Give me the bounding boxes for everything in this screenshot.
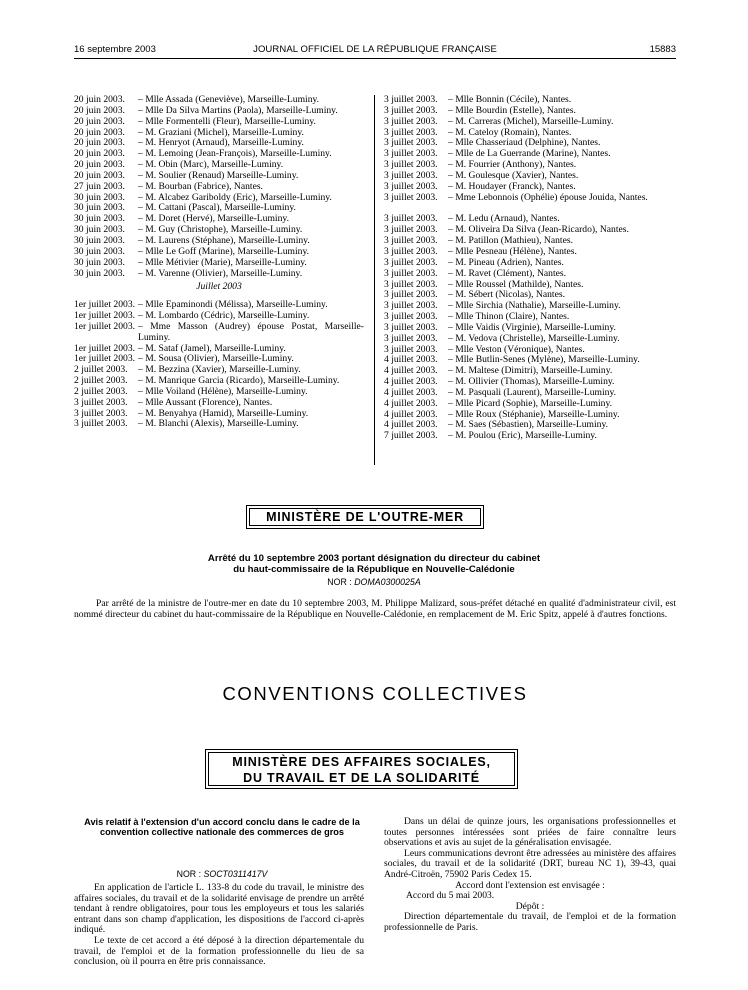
- entry-date: 3 juillet 2003.: [384, 191, 438, 203]
- entry-text: – M. Blanchi (Alexis), Marseille-Luminy.: [138, 418, 299, 430]
- list-item: [384, 117, 676, 128]
- box-line1: MINISTÈRE DES AFFAIRES SOCIALES,: [232, 755, 491, 769]
- avis-left-text: [74, 883, 364, 968]
- entry-text: – M. Fourrier (Anthony), Nantes.: [448, 159, 577, 171]
- entry-date: 20 juin 2003.: [74, 148, 125, 160]
- left-column: [74, 95, 364, 430]
- entry-text: – Mlle Epaminondi (Mélissa), Marseille-Luminy.: [138, 299, 328, 311]
- arrete-title: [120, 553, 628, 575]
- entry-date: 3 juillet 2003.: [384, 245, 438, 257]
- ministere-outre-mer-box: [246, 505, 484, 529]
- list-item: [74, 182, 364, 193]
- avis-paragraph: Leurs communications devront être adressées au ministère des affaires sociales, du travail et de la solidarité (DRT, bureau NC 1), 39-43, quai André-Citroën, 75902 Paris Cedex 15.: [384, 847, 676, 880]
- entry-text: – M. Pineau (Adrien), Nantes.: [448, 256, 564, 268]
- entry-text: – Mlle Thinon (Claire), Nantes.: [448, 311, 570, 323]
- entry-date: 20 juin 2003.: [74, 169, 125, 181]
- nor-label: NOR :: [176, 869, 202, 879]
- box-inner-frame: [208, 752, 515, 786]
- list-item: [74, 419, 364, 430]
- entry-date: 3 juillet 2003.: [384, 321, 438, 333]
- juin-list: [74, 95, 364, 279]
- entry-date: 3 juillet 2003.: [384, 169, 438, 181]
- header-date: 16 septembre 2003: [74, 44, 156, 55]
- entry-text: – M. Poulou (Eric), Marseille-Luminy.: [448, 430, 597, 442]
- entry-date: 3 juillet 2003.: [384, 224, 438, 236]
- nor-code: SOCT0311417V: [203, 869, 268, 879]
- list-item: [384, 182, 676, 193]
- entry-date: 3 juillet 2003.: [74, 396, 128, 408]
- accord-value: Accord du 5 mai 2003.: [406, 890, 495, 902]
- entry-text: – M. Cateloy (Romain), Nantes.: [448, 126, 572, 138]
- entry-date: 3 juillet 2003.: [384, 213, 438, 225]
- list-item: [74, 269, 364, 280]
- entry-text: – M. Bezzina (Xavier), Marseille-Luminy.: [138, 364, 301, 376]
- entry-date: 20 juin 2003.: [74, 104, 125, 116]
- list-item: [384, 334, 676, 345]
- entry-text: – M. Vedova (Christelle), Marseille-Luminy.: [448, 332, 620, 344]
- entry-date: 2 juillet 2003.: [74, 385, 128, 397]
- entry-date: 1er juillet 2003.: [74, 342, 136, 354]
- page-header: [74, 44, 676, 58]
- entry-date: 30 juin 2003.: [74, 224, 125, 236]
- entry-date: 30 juin 2003.: [74, 267, 125, 279]
- entry-text: – Mlle Bonnin (Cécile), Nantes.: [448, 94, 572, 105]
- list-item: [74, 398, 364, 409]
- entry-date: 7 juillet 2003.: [384, 430, 438, 442]
- entry-date: 3 juillet 2003.: [384, 332, 438, 344]
- entry-date: 30 juin 2003.: [74, 213, 125, 225]
- entry-text: – M. Oliveira Da Silva (Jean-Ricardo), Nantes.: [448, 224, 629, 236]
- entry-date: 3 juillet 2003.: [384, 300, 438, 312]
- entry-text: – Mlle Le Goff (Marine), Marseille-Luminy.: [138, 245, 310, 257]
- right-column: [384, 95, 676, 442]
- list-item: [74, 322, 364, 344]
- entry-date: 4 juillet 2003.: [384, 419, 438, 431]
- entry-text: – Mme Lebonnois (Ophélie) épouse Jouida, Nantes.: [448, 191, 648, 203]
- entry-text: – Mlle Da Silva Martins (Paola), Marseille-Luminy.: [138, 104, 338, 116]
- entry-text: – M. Lombardo (Cédric), Marseille-Luminy.: [138, 310, 310, 322]
- entry-text: – Mlle Métivier (Marie), Marseille-Luminy.: [138, 256, 307, 268]
- entry-text: – Mlle Formentelli (Fleur), Marseille-Luminy.: [138, 115, 316, 127]
- list-item: [384, 431, 676, 442]
- entry-text: – M. Graziani (Michel), Marseille-Luminy.: [138, 126, 304, 138]
- entry-text: – Mlle de La Guerrande (Marine), Nantes.: [448, 148, 611, 160]
- entry-text: – M. Varenne (Olivier), Marseille-Luminy.: [138, 267, 303, 279]
- ministere-outre-mer-title: MINISTÈRE DE L'OUTRE-MER: [266, 510, 464, 524]
- arrete-nor: [120, 577, 628, 587]
- nor-label: NOR :: [327, 577, 352, 587]
- entry-date: 20 juin 2003.: [74, 94, 125, 105]
- accord-label: Accord dont l'extension est envisagée :: [455, 879, 605, 891]
- entry-date: 4 juillet 2003.: [384, 408, 438, 420]
- entry-text: – M. Sousa (Olivier), Marseille-Luminy.: [138, 353, 294, 365]
- entry-date: 3 juillet 2003.: [74, 407, 128, 419]
- entry-text: – Mlle Vaidis (Virginie), Marseille-Luminy.: [448, 321, 616, 333]
- entry-text: – M. Cattani (Pascal), Marseille-Luminy.: [138, 202, 296, 214]
- column-divider: [374, 95, 375, 465]
- entry-text: – M. Lemoing (Jean-François), Marseille-Luminy.: [138, 148, 332, 160]
- entry-date: 3 juillet 2003.: [384, 311, 438, 323]
- entry-date: 4 juillet 2003.: [384, 397, 438, 409]
- entry-text: – M. Obin (Marc), Marseille-Luminy.: [138, 159, 284, 171]
- entry-date: 3 juillet 2003.: [384, 137, 438, 149]
- entry-date: 4 juillet 2003.: [384, 386, 438, 398]
- header-rule: [74, 58, 676, 59]
- juillet-heading: Juillet 2003: [196, 281, 242, 293]
- entry-date: 1er juillet 2003.: [74, 320, 136, 332]
- entry-date: 4 juillet 2003.: [384, 365, 438, 377]
- entry-text: – Mlle Butlin-Senes (Mylène), Marseille-Luminy.: [448, 354, 640, 366]
- list-item: [74, 258, 364, 269]
- avis-paragraph: Dans un délai de quinze jours, les organisations professionnelles et toutes personnes intéressées sont priées de faire connaître leurs observations et avis au sujet de la généralisation envisagée.: [384, 816, 676, 849]
- entry-text: – M. Maltese (Dimitri), Marseille-Luminy.: [448, 365, 613, 377]
- entry-text: – M. Doret (Hervé), Marseille-Luminy.: [138, 213, 289, 225]
- header-journal-title: JOURNAL OFFICIEL DE LA RÉPUBLIQUE FRANÇAISE: [253, 44, 497, 55]
- nor-code: DOMA0300025A: [354, 577, 421, 587]
- entry-text: – M. Ledu (Arnaud), Nantes.: [448, 213, 560, 225]
- entry-text: – Mlle Roux (Stéphanie), Marseille-Luminy.: [448, 408, 620, 420]
- entry-text: – M. Laurens (Stéphane), Marseille-Luminy.: [138, 234, 310, 246]
- entry-text: – Mlle Voiland (Hélène), Marseille-Luminy.: [138, 385, 308, 397]
- entry-text: – M. Houdayer (Franck), Nantes.: [448, 180, 576, 192]
- entry-text: – M. Guy (Christophe), Marseille-Luminy.: [138, 224, 303, 236]
- entry-text: – Mlle Sirchia (Nathalie), Marseille-Luminy.: [448, 300, 621, 312]
- entry-date: 3 juillet 2003.: [384, 180, 438, 192]
- entry-date: 4 juillet 2003.: [384, 376, 438, 388]
- entry-date: 20 juin 2003.: [74, 137, 125, 149]
- avis-title: Avis relatif à l'extension d'un accord conclu dans le cadre de la convention collective nationale des commerces de gros: [84, 817, 360, 838]
- entry-text: – M. Goulesque (Xavier), Nantes.: [448, 169, 579, 181]
- avis-nor: [80, 869, 364, 879]
- entry-text: – M. Ravet (Clément), Nantes.: [448, 267, 567, 279]
- avis-paragraph: Le texte de cet accord a été déposé à la direction départementale du travail, de l'emploi et de la formation professionnelle du lieu de sa conclusion, où il pourra en être pris connaissance.: [74, 934, 364, 968]
- conventions-heading: CONVENTIONS COLLECTIVES: [222, 683, 528, 704]
- entry-date: 4 juillet 2003.: [384, 354, 438, 366]
- entry-text: – Mlle Picard (Sophie), Marseille-Luminy.: [448, 397, 613, 409]
- entry-date: 3 juillet 2003.: [384, 115, 438, 127]
- box-line2: DU TRAVAIL ET DE LA SOLIDARITÉ: [243, 771, 480, 785]
- arrete-title-line2: du haut-commissaire de la République en Nouvelle-Calédonie: [233, 564, 515, 575]
- entry-date: 3 juillet 2003.: [384, 148, 438, 160]
- arrete-body: Par arrêté de la ministre de l'outre-mer en date du 10 septembre 2003, M. Philippe Malizard, sous-préfet détaché en qualité d'administrateur civil, est nommé directeur du cabinet du haut-commissaire de la République en Nouvelle-Calédonie, en remplacement de M. Eric Spitz, appelé à d'autres fonctions.: [74, 598, 676, 620]
- entry-date: 30 juin 2003.: [74, 234, 125, 246]
- entry-date: 3 juillet 2003.: [384, 278, 438, 290]
- box-inner-frame: [249, 508, 481, 526]
- entry-text: – M. Sataf (Jamel), Marseille-Luminy.: [138, 342, 286, 354]
- entry-date: 30 juin 2003.: [74, 191, 125, 203]
- entry-text: – Mlle Veston (Véronique), Nantes.: [448, 343, 585, 355]
- entry-text: – M. Benyahya (Hamid), Marseille-Luminy.: [138, 407, 309, 419]
- entry-text: – M. Bourban (Fabrice), Nantes.: [138, 180, 263, 192]
- entry-text: – M. Pasquali (Laurent), Marseille-Luminy.: [448, 386, 617, 398]
- entry-date: 3 juillet 2003.: [384, 267, 438, 279]
- entry-text: – M. Sébert (Nicolas), Nantes.: [448, 289, 565, 301]
- entry-date: 30 juin 2003.: [74, 202, 125, 214]
- entry-text: – Mme Masson (Audrey) épouse Postat, Marseille-Luminy.: [138, 320, 364, 343]
- entry-text: – Mlle Assada (Geneviève), Marseille-Luminy.: [138, 94, 320, 105]
- entry-text: – M. Saes (Sébastien), Marseille-Luminy.: [448, 419, 609, 431]
- entry-text: – M. Ollivier (Thomas), Marseille-Luminy.: [448, 376, 615, 388]
- entry-date: 30 juin 2003.: [74, 245, 125, 257]
- list-item: [384, 193, 676, 204]
- entry-text: – Mlle Roussel (Mathilde), Nantes.: [448, 278, 584, 290]
- entry-text: – M. Alcabez Gariboldy (Eric), Marseille-Luminy.: [138, 191, 332, 203]
- entry-date: 1er juillet 2003.: [74, 353, 136, 365]
- entry-text: – M. Carreras (Michel), Marseille-Luminy.: [448, 115, 614, 127]
- entry-date: 3 juillet 2003.: [384, 235, 438, 247]
- entry-date: 20 juin 2003.: [74, 159, 125, 171]
- right-list: [384, 95, 676, 442]
- entry-date: 3 juillet 2003.: [384, 94, 438, 105]
- entry-date: 2 juillet 2003.: [74, 375, 128, 387]
- list-item: [384, 269, 676, 280]
- entry-date: 3 juillet 2003.: [384, 159, 438, 171]
- entry-date: 27 juin 2003.: [74, 180, 125, 192]
- entry-text: – Mlle Aussant (Florence), Nantes.: [138, 396, 273, 408]
- avis-right-text: [384, 817, 676, 934]
- entry-text: – M. Soulier (Renaud) Marseille-Luminy.: [138, 169, 299, 181]
- entry-date: 20 juin 2003.: [74, 115, 125, 127]
- depot-label: Dépôt :: [515, 900, 545, 912]
- entry-date: 1er juillet 2003.: [74, 310, 136, 322]
- entry-date: 20 juin 2003.: [74, 126, 125, 138]
- depot-value: Direction départementale du travail, de l'emploi et de la formation professionnelle de Paris.: [384, 911, 676, 933]
- entry-text: – M. Henryot (Arnaud), Marseille-Luminy.: [138, 137, 304, 149]
- list-item: [384, 399, 676, 410]
- entry-date: 3 juillet 2003.: [384, 289, 438, 301]
- list-item: [74, 117, 364, 128]
- juillet-list: [74, 300, 364, 430]
- ministere-affaires-sociales-box: [205, 749, 518, 789]
- header-page-number: 15883: [649, 44, 676, 55]
- entry-date: 30 juin 2003.: [74, 256, 125, 268]
- entry-date: 2 juillet 2003.: [74, 364, 128, 376]
- entry-text: – M. Patillon (Mathieu), Nantes.: [448, 235, 573, 247]
- entry-date: 3 juillet 2003.: [384, 104, 438, 116]
- entry-text: – Mlle Bourdin (Estelle), Nantes.: [448, 104, 576, 116]
- arrete-title-line1: Arrêté du 10 septembre 2003 portant désignation du directeur du cabinet: [207, 553, 541, 564]
- entry-date: 1er juillet 2003.: [74, 299, 136, 311]
- entry-text: – M. Manrique Garcia (Ricardo), Marseille-Luminy.: [138, 375, 340, 387]
- entry-text: – Mlle Pesneau (Hélène), Nantes.: [448, 245, 577, 257]
- entry-date: 3 juillet 2003.: [74, 418, 128, 430]
- entry-text: – Mlle Chasseriaud (Delphine), Nantes.: [448, 137, 601, 149]
- avis-paragraph: En application de l'article L. 133-8 du code du travail, le ministre des affaires sociales, du travail et de la solidarité envisage de prendre un arrêté tendant à rendre obligatoires, pour tous les employeurs et tous les salariés entrant dans son champ d'application, les dispositions de l'accord ci-après indiqué.: [74, 882, 364, 936]
- entry-date: 3 juillet 2003.: [384, 256, 438, 268]
- entry-date: 3 juillet 2003.: [384, 343, 438, 355]
- entry-date: 3 juillet 2003.: [384, 126, 438, 138]
